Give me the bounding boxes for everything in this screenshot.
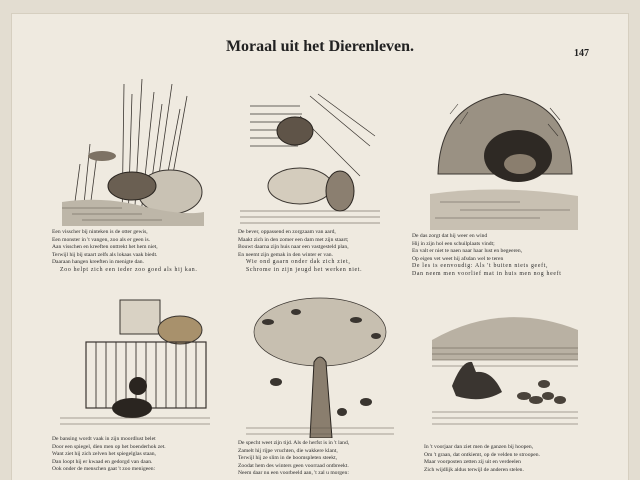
verse-line: In 't voorjaar dan ziet men de ganzen bij hoopen, [424, 444, 534, 450]
verse-moral: Schrome in zijn jeugd het werken niet. [246, 266, 363, 273]
verse-line: En neemt zijn gemak in den winter er van. [238, 251, 333, 258]
verse-line: Zich wijdlijk aldus terwijl de anderen stelen. [424, 466, 524, 473]
badger-verse [412, 233, 562, 279]
verse-line: De specht weet zijn tijd. Als de herfst is in 't land, [238, 440, 350, 446]
verse-line: En valt er niet te naen naar haar lust en begeeren, [412, 248, 523, 255]
verse-line: Door een spiegel, dien men op het boenderhok zet. [52, 443, 166, 450]
verse-line: De bansing wordt vaak in zijn moordlust belet [52, 436, 156, 442]
verse-line: Want ziet hij zich zelven het spiegelglas staan, [52, 451, 156, 458]
verse-line: Terwijl hij bij staart zelfs als lokaas vaak biedt. [52, 251, 158, 258]
verse-moral: Wie ond gaarn onder dak zich ziet, [246, 259, 351, 266]
verse-line: Hij in zijn hol een schuilplaats vindt; [412, 240, 495, 247]
verse-line: Terwijl hij ze slim in de boomspleten steekt, [238, 455, 338, 462]
verse-line: De bever, oppassend en zorgzaam van aard, [238, 229, 336, 235]
verse-line: Een monster in 't vangen, zoo als er geen is. [52, 236, 151, 243]
badger-illustration [430, 84, 578, 230]
verse-line: Een visscher bij ninteken is de otter gewis, [52, 229, 148, 235]
verse-line: Ook onder de menschen gaat 't zoo menigeen: [52, 466, 156, 473]
geese-illustration [432, 300, 578, 440]
geese-verse [424, 444, 540, 474]
verse-moral: De les is eenvoudig: Als 't buiten niets geeft, [412, 263, 549, 270]
beaver-illustration [240, 86, 380, 226]
verse-line: De das zorgt dat hij weer en wind [412, 233, 488, 239]
verse-line: Daaraan hangen kreeften in menigte dan. [52, 259, 144, 266]
verse-line: Neem daar nu een voorbeeld aan, 't zal u morgen: [238, 470, 349, 477]
beaver-verse [238, 229, 362, 275]
verse-line: Aan visschen en kreeften onttrekt het hem niet, [52, 244, 158, 251]
verse-moral: Dan neem men voorlief mat in huis men nog heeft [412, 270, 562, 277]
birds-tree-illustration [246, 292, 394, 438]
verse-line: Bouwt daarna zijn huis naar een vastgesteld plan, [238, 244, 349, 251]
otter-verse [52, 229, 197, 275]
verse-line: Maakt zich in den zomer een dam met zijn staart; [238, 236, 349, 243]
verse-line: Zamelt hij rijpe vruchten, die wakkere klant, [238, 447, 338, 454]
verse-line: Om 't graan, dat ontkiemt, op de velden te stroopen. [424, 451, 540, 458]
birds-verse [238, 440, 349, 478]
page-number: 147 [574, 48, 589, 59]
verse-line: Dan loopt hij er kwaad en gedorgd van daan. [52, 458, 153, 465]
otter-illustration [62, 74, 204, 226]
verse-line: Op eigen vet weet hij afsdan wel te teren [412, 255, 504, 262]
verse-moral: Zoo helpt zich een ieder zoo goed als hij kan. [60, 266, 198, 273]
verse-line: Maar voorposten zetten zij uit en verdeelen [424, 459, 521, 466]
cat-verse [52, 436, 166, 474]
verse-line: Zoodat hem des winters geen voorraad ontbreekt. [238, 462, 349, 469]
cat-cage-illustration [60, 290, 210, 432]
page-title: Moraal uit het Dierenleven. [225, 38, 415, 55]
